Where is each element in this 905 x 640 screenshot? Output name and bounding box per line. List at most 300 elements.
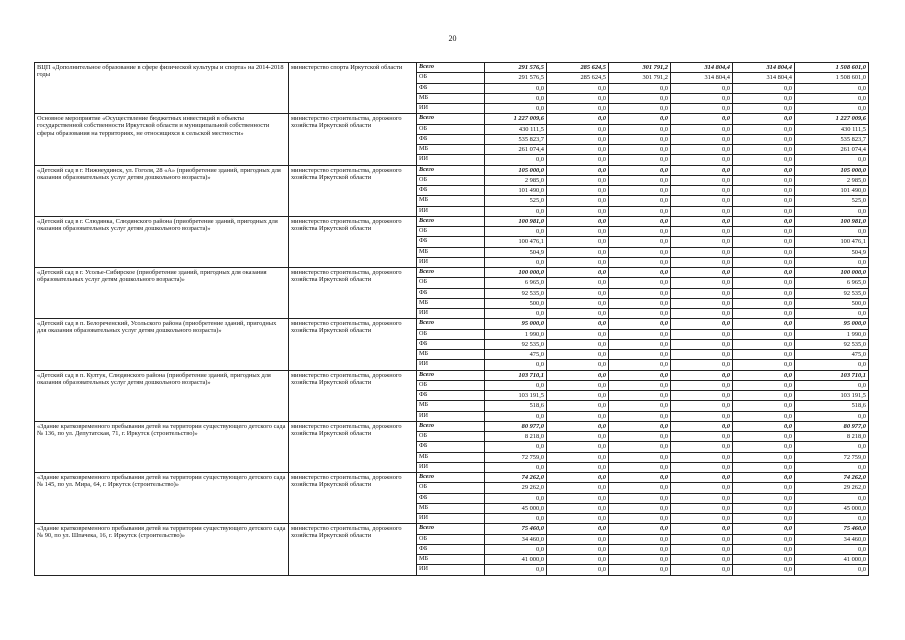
value-cell: 0,0 bbox=[671, 555, 733, 565]
value-cell: 0,0 bbox=[671, 391, 733, 401]
value-cell: 0,0 bbox=[671, 186, 733, 196]
total-cell: 475,0 bbox=[795, 350, 869, 360]
total-cell: 518,6 bbox=[795, 401, 869, 411]
responsible-org: министерство строительства, дорожного хозяйства Иркутской области bbox=[289, 268, 417, 319]
value-cell: 0,0 bbox=[671, 124, 733, 134]
total-cell: 535 823,7 bbox=[795, 134, 869, 144]
value-cell: 0,0 bbox=[733, 370, 795, 380]
funding-source: ФБ bbox=[417, 83, 485, 93]
value-cell: 475,0 bbox=[485, 350, 547, 360]
value-cell: 0,0 bbox=[733, 411, 795, 421]
value-cell: 0,0 bbox=[547, 237, 609, 247]
value-cell: 0,0 bbox=[671, 196, 733, 206]
total-cell: 0,0 bbox=[795, 227, 869, 237]
value-cell: 0,0 bbox=[671, 329, 733, 339]
total-cell: 1 227 009,6 bbox=[795, 114, 869, 124]
value-cell: 0,0 bbox=[733, 155, 795, 165]
value-cell: 0,0 bbox=[609, 544, 671, 554]
value-cell: 0,0 bbox=[671, 206, 733, 216]
funding-source: ФБ bbox=[417, 339, 485, 349]
value-cell: 0,0 bbox=[547, 339, 609, 349]
value-cell: 0,0 bbox=[733, 278, 795, 288]
value-cell: 80 977,0 bbox=[485, 421, 547, 431]
value-cell: 0,0 bbox=[671, 452, 733, 462]
total-cell: 0,0 bbox=[795, 83, 869, 93]
funding-source: Всего bbox=[417, 319, 485, 329]
value-cell: 0,0 bbox=[609, 175, 671, 185]
value-cell: 8 218,0 bbox=[485, 432, 547, 442]
value-cell: 0,0 bbox=[547, 298, 609, 308]
value-cell: 0,0 bbox=[609, 83, 671, 93]
value-cell: 0,0 bbox=[547, 134, 609, 144]
value-cell: 0,0 bbox=[485, 442, 547, 452]
funding-source: МБ bbox=[417, 196, 485, 206]
value-cell: 0,0 bbox=[671, 93, 733, 103]
value-cell: 6 965,0 bbox=[485, 278, 547, 288]
value-cell: 0,0 bbox=[733, 134, 795, 144]
value-cell: 0,0 bbox=[547, 473, 609, 483]
total-cell: 95 000,0 bbox=[795, 319, 869, 329]
value-cell: 0,0 bbox=[609, 114, 671, 124]
funding-source: ИИ bbox=[417, 360, 485, 370]
value-cell: 0,0 bbox=[547, 514, 609, 524]
value-cell: 0,0 bbox=[609, 104, 671, 114]
value-cell: 285 624,5 bbox=[547, 73, 609, 83]
measure-name: «Здание кратковременного пребывания детей на территории существующего детского сада № 145, по ул. Мира, 64, г. Иркутск (строительство)» bbox=[35, 473, 289, 524]
measure-name: «Здание кратковременного пребывания детей на территории существующего детского сада № 136, по ул. Депутатская, 71, г. Иркутск (строительство)» bbox=[35, 421, 289, 472]
value-cell: 0,0 bbox=[671, 145, 733, 155]
value-cell: 0,0 bbox=[609, 237, 671, 247]
value-cell: 0,0 bbox=[671, 442, 733, 452]
value-cell: 0,0 bbox=[733, 360, 795, 370]
value-cell: 72 759,0 bbox=[485, 452, 547, 462]
value-cell: 0,0 bbox=[671, 175, 733, 185]
total-cell: 261 074,4 bbox=[795, 145, 869, 155]
value-cell: 74 262,0 bbox=[485, 473, 547, 483]
value-cell: 0,0 bbox=[609, 309, 671, 319]
total-cell: 1 508 601,0 bbox=[795, 73, 869, 83]
total-cell: 103 710,1 bbox=[795, 370, 869, 380]
value-cell: 0,0 bbox=[609, 155, 671, 165]
value-cell: 314 804,4 bbox=[733, 63, 795, 73]
table-row bbox=[35, 421, 869, 431]
value-cell: 0,0 bbox=[547, 186, 609, 196]
total-cell: 100 981,0 bbox=[795, 216, 869, 226]
total-cell: 92 535,0 bbox=[795, 339, 869, 349]
funding-source: МБ bbox=[417, 401, 485, 411]
value-cell: 0,0 bbox=[733, 339, 795, 349]
responsible-org: министерство строительства, дорожного хозяйства Иркутской области bbox=[289, 524, 417, 575]
total-cell: 80 977,0 bbox=[795, 421, 869, 431]
value-cell: 0,0 bbox=[547, 350, 609, 360]
value-cell: 0,0 bbox=[609, 339, 671, 349]
value-cell: 0,0 bbox=[485, 462, 547, 472]
value-cell: 0,0 bbox=[733, 206, 795, 216]
value-cell: 0,0 bbox=[547, 544, 609, 554]
total-cell: 29 262,0 bbox=[795, 483, 869, 493]
value-cell: 1 990,0 bbox=[485, 329, 547, 339]
value-cell: 0,0 bbox=[547, 114, 609, 124]
value-cell: 0,0 bbox=[671, 114, 733, 124]
total-cell: 41 000,0 bbox=[795, 555, 869, 565]
value-cell: 100 981,0 bbox=[485, 216, 547, 226]
total-cell: 0,0 bbox=[795, 206, 869, 216]
value-cell: 0,0 bbox=[609, 227, 671, 237]
value-cell: 0,0 bbox=[671, 524, 733, 534]
value-cell: 0,0 bbox=[547, 227, 609, 237]
value-cell: 301 791,2 bbox=[609, 73, 671, 83]
total-cell: 0,0 bbox=[795, 544, 869, 554]
funding-source: ИИ bbox=[417, 155, 485, 165]
value-cell: 0,0 bbox=[609, 442, 671, 452]
total-cell: 0,0 bbox=[795, 360, 869, 370]
value-cell: 0,0 bbox=[609, 514, 671, 524]
total-cell: 2 985,0 bbox=[795, 175, 869, 185]
value-cell: 0,0 bbox=[733, 124, 795, 134]
funding-source: ОБ bbox=[417, 329, 485, 339]
funding-source: ФБ bbox=[417, 288, 485, 298]
value-cell: 0,0 bbox=[547, 483, 609, 493]
value-cell: 0,0 bbox=[609, 247, 671, 257]
funding-source: ОБ bbox=[417, 483, 485, 493]
measure-name: Основное мероприятие «Осуществление бюджетных инвестиций в объекты государственной собственности Иркутской области и муниципальной собственности сферы образования на территориях, не относящихся к сельской местности» bbox=[35, 114, 289, 165]
value-cell: 0,0 bbox=[609, 360, 671, 370]
value-cell: 0,0 bbox=[733, 442, 795, 452]
measure-name: «Детский сад в г. Усолье-Сибирское (приобретение зданий, пригодных для оказания образовательных услуг детям дошкольного возраста)» bbox=[35, 268, 289, 319]
value-cell: 0,0 bbox=[671, 237, 733, 247]
table-row bbox=[35, 473, 869, 483]
table-row bbox=[35, 370, 869, 380]
funding-source: ФБ bbox=[417, 493, 485, 503]
value-cell: 100 476,1 bbox=[485, 237, 547, 247]
value-cell: 0,0 bbox=[671, 432, 733, 442]
value-cell: 0,0 bbox=[485, 514, 547, 524]
value-cell: 0,0 bbox=[671, 309, 733, 319]
value-cell: 0,0 bbox=[547, 155, 609, 165]
value-cell: 0,0 bbox=[609, 462, 671, 472]
value-cell: 45 000,0 bbox=[485, 503, 547, 513]
value-cell: 0,0 bbox=[547, 93, 609, 103]
value-cell: 0,0 bbox=[609, 401, 671, 411]
measure-name: «Детский сад в п. Белореченский, Усольского района (приобретение зданий, пригодных для оказания образовательных услуг детям дошкольного возраста)» bbox=[35, 319, 289, 370]
table-row bbox=[35, 268, 869, 278]
value-cell: 0,0 bbox=[671, 268, 733, 278]
value-cell: 291 576,5 bbox=[485, 63, 547, 73]
value-cell: 0,0 bbox=[733, 216, 795, 226]
table-row bbox=[35, 114, 869, 124]
funding-source: Всего bbox=[417, 421, 485, 431]
value-cell: 0,0 bbox=[671, 339, 733, 349]
funding-source: ИИ bbox=[417, 462, 485, 472]
value-cell: 0,0 bbox=[671, 411, 733, 421]
value-cell: 0,0 bbox=[485, 544, 547, 554]
value-cell: 0,0 bbox=[547, 329, 609, 339]
value-cell: 0,0 bbox=[609, 493, 671, 503]
funding-source: Всего bbox=[417, 268, 485, 278]
total-cell: 1 508 601,0 bbox=[795, 63, 869, 73]
funding-source: ФБ bbox=[417, 237, 485, 247]
value-cell: 0,0 bbox=[733, 524, 795, 534]
total-cell: 0,0 bbox=[795, 565, 869, 575]
value-cell: 0,0 bbox=[609, 165, 671, 175]
value-cell: 0,0 bbox=[485, 565, 547, 575]
value-cell: 0,0 bbox=[485, 104, 547, 114]
value-cell: 0,0 bbox=[547, 257, 609, 267]
total-cell: 101 490,0 bbox=[795, 186, 869, 196]
measure-name: «Детский сад в г. Нижнеудинск, ул. Гоголя, 28 «А» (приобретение зданий, пригодных для оказания образовательных услуг детям дошкольного возраста)» bbox=[35, 165, 289, 216]
value-cell: 0,0 bbox=[547, 534, 609, 544]
responsible-org: министерство строительства, дорожного хозяйства Иркутской области bbox=[289, 216, 417, 267]
value-cell: 0,0 bbox=[671, 534, 733, 544]
total-cell: 45 000,0 bbox=[795, 503, 869, 513]
value-cell: 0,0 bbox=[671, 493, 733, 503]
value-cell: 0,0 bbox=[609, 124, 671, 134]
value-cell: 0,0 bbox=[547, 524, 609, 534]
value-cell: 0,0 bbox=[733, 452, 795, 462]
responsible-org: министерство строительства, дорожного хозяйства Иркутской области bbox=[289, 114, 417, 165]
value-cell: 0,0 bbox=[485, 380, 547, 390]
value-cell: 0,0 bbox=[671, 227, 733, 237]
value-cell: 0,0 bbox=[671, 514, 733, 524]
total-cell: 0,0 bbox=[795, 309, 869, 319]
funding-source: МБ bbox=[417, 555, 485, 565]
value-cell: 0,0 bbox=[609, 555, 671, 565]
funding-source: ИИ bbox=[417, 411, 485, 421]
value-cell: 0,0 bbox=[485, 83, 547, 93]
value-cell: 0,0 bbox=[547, 288, 609, 298]
funding-source: ОБ bbox=[417, 534, 485, 544]
value-cell: 0,0 bbox=[547, 421, 609, 431]
value-cell: 285 624,5 bbox=[547, 63, 609, 73]
value-cell: 0,0 bbox=[609, 483, 671, 493]
responsible-org: министерство строительства, дорожного хозяйства Иркутской области bbox=[289, 370, 417, 421]
total-cell: 0,0 bbox=[795, 514, 869, 524]
funding-source: ИИ bbox=[417, 565, 485, 575]
value-cell: 0,0 bbox=[547, 145, 609, 155]
value-cell: 34 460,0 bbox=[485, 534, 547, 544]
value-cell: 0,0 bbox=[609, 196, 671, 206]
value-cell: 105 000,0 bbox=[485, 165, 547, 175]
value-cell: 0,0 bbox=[733, 380, 795, 390]
table-row bbox=[35, 165, 869, 175]
funding-source: МБ bbox=[417, 298, 485, 308]
responsible-org: министерство спорта Иркутской области bbox=[289, 63, 417, 114]
table-row bbox=[35, 216, 869, 226]
value-cell: 0,0 bbox=[671, 319, 733, 329]
value-cell: 0,0 bbox=[609, 145, 671, 155]
value-cell: 0,0 bbox=[609, 452, 671, 462]
value-cell: 0,0 bbox=[547, 411, 609, 421]
value-cell: 0,0 bbox=[733, 227, 795, 237]
measure-name: «Детский сад в г. Слюдянка, Слюдянского района (приобретение зданий, пригодных для оказания образовательных услуг детям дошкольного возраста)» bbox=[35, 216, 289, 267]
value-cell: 29 262,0 bbox=[485, 483, 547, 493]
value-cell: 0,0 bbox=[547, 278, 609, 288]
funding-source: МБ bbox=[417, 145, 485, 155]
total-cell: 0,0 bbox=[795, 257, 869, 267]
value-cell: 291 576,5 bbox=[485, 73, 547, 83]
total-cell: 0,0 bbox=[795, 93, 869, 103]
value-cell: 103 191,5 bbox=[485, 391, 547, 401]
value-cell: 0,0 bbox=[485, 93, 547, 103]
value-cell: 0,0 bbox=[733, 196, 795, 206]
value-cell: 0,0 bbox=[733, 83, 795, 93]
value-cell: 101 490,0 bbox=[485, 186, 547, 196]
value-cell: 0,0 bbox=[671, 380, 733, 390]
funding-source: МБ bbox=[417, 503, 485, 513]
value-cell: 0,0 bbox=[733, 421, 795, 431]
measure-name: ВЦП «Дополнительное образование в сфере физической культуры и спорта» на 2014-2018 годы bbox=[35, 63, 289, 114]
value-cell: 504,9 bbox=[485, 247, 547, 257]
value-cell: 261 074,4 bbox=[485, 145, 547, 155]
total-cell: 0,0 bbox=[795, 493, 869, 503]
value-cell: 314 804,4 bbox=[733, 73, 795, 83]
total-cell: 75 460,0 bbox=[795, 524, 869, 534]
value-cell: 0,0 bbox=[547, 124, 609, 134]
total-cell: 105 000,0 bbox=[795, 165, 869, 175]
value-cell: 0,0 bbox=[609, 421, 671, 431]
value-cell: 0,0 bbox=[671, 544, 733, 554]
value-cell: 0,0 bbox=[547, 319, 609, 329]
value-cell: 500,0 bbox=[485, 298, 547, 308]
total-cell: 34 460,0 bbox=[795, 534, 869, 544]
value-cell: 0,0 bbox=[609, 473, 671, 483]
measure-name: «Здание кратковременного пребывания детей на территории существующего детского сада № 90, по ул. Шпачека, 16, г. Иркутск (строительство)» bbox=[35, 524, 289, 575]
funding-source: ОБ bbox=[417, 124, 485, 134]
total-cell: 8 218,0 bbox=[795, 432, 869, 442]
value-cell: 301 791,2 bbox=[609, 63, 671, 73]
responsible-org: министерство строительства, дорожного хозяйства Иркутской области bbox=[289, 319, 417, 370]
funding-source: Всего bbox=[417, 63, 485, 73]
value-cell: 0,0 bbox=[609, 391, 671, 401]
value-cell: 0,0 bbox=[733, 175, 795, 185]
value-cell: 0,0 bbox=[733, 401, 795, 411]
responsible-org: министерство строительства, дорожного хозяйства Иркутской области bbox=[289, 421, 417, 472]
value-cell: 0,0 bbox=[609, 329, 671, 339]
value-cell: 0,0 bbox=[733, 544, 795, 554]
funding-source: ИИ bbox=[417, 104, 485, 114]
value-cell: 100 000,0 bbox=[485, 268, 547, 278]
value-cell: 0,0 bbox=[609, 93, 671, 103]
value-cell: 518,6 bbox=[485, 401, 547, 411]
funding-source: ИИ bbox=[417, 309, 485, 319]
value-cell: 0,0 bbox=[733, 350, 795, 360]
value-cell: 0,0 bbox=[733, 93, 795, 103]
value-cell: 0,0 bbox=[485, 227, 547, 237]
funding-source: ФБ bbox=[417, 442, 485, 452]
value-cell: 0,0 bbox=[733, 503, 795, 513]
funding-source: ФБ bbox=[417, 134, 485, 144]
funding-source: МБ bbox=[417, 93, 485, 103]
funding-source: Всего bbox=[417, 524, 485, 534]
value-cell: 0,0 bbox=[609, 534, 671, 544]
value-cell: 0,0 bbox=[609, 565, 671, 575]
value-cell: 41 000,0 bbox=[485, 555, 547, 565]
value-cell: 0,0 bbox=[485, 206, 547, 216]
value-cell: 0,0 bbox=[547, 401, 609, 411]
value-cell: 0,0 bbox=[733, 391, 795, 401]
value-cell: 0,0 bbox=[671, 350, 733, 360]
funding-source: ОБ bbox=[417, 227, 485, 237]
total-cell: 0,0 bbox=[795, 462, 869, 472]
value-cell: 0,0 bbox=[671, 565, 733, 575]
funding-source: ОБ bbox=[417, 432, 485, 442]
total-cell: 74 262,0 bbox=[795, 473, 869, 483]
funding-source: Всего bbox=[417, 370, 485, 380]
value-cell: 0,0 bbox=[547, 391, 609, 401]
total-cell: 100 000,0 bbox=[795, 268, 869, 278]
value-cell: 0,0 bbox=[547, 565, 609, 575]
value-cell: 2 985,0 bbox=[485, 175, 547, 185]
value-cell: 0,0 bbox=[671, 421, 733, 431]
value-cell: 0,0 bbox=[671, 370, 733, 380]
value-cell: 0,0 bbox=[733, 565, 795, 575]
value-cell: 0,0 bbox=[609, 298, 671, 308]
total-cell: 0,0 bbox=[795, 155, 869, 165]
value-cell: 535 823,7 bbox=[485, 134, 547, 144]
total-cell: 0,0 bbox=[795, 104, 869, 114]
value-cell: 0,0 bbox=[671, 401, 733, 411]
funding-source: Всего bbox=[417, 216, 485, 226]
value-cell: 0,0 bbox=[671, 288, 733, 298]
value-cell: 0,0 bbox=[671, 503, 733, 513]
funding-source: ОБ bbox=[417, 380, 485, 390]
value-cell: 0,0 bbox=[547, 247, 609, 257]
value-cell: 0,0 bbox=[485, 155, 547, 165]
value-cell: 0,0 bbox=[671, 257, 733, 267]
value-cell: 0,0 bbox=[547, 196, 609, 206]
total-cell: 0,0 bbox=[795, 442, 869, 452]
value-cell: 0,0 bbox=[609, 370, 671, 380]
value-cell: 0,0 bbox=[733, 237, 795, 247]
value-cell: 0,0 bbox=[547, 206, 609, 216]
value-cell: 0,0 bbox=[609, 206, 671, 216]
value-cell: 0,0 bbox=[671, 216, 733, 226]
value-cell: 0,0 bbox=[609, 278, 671, 288]
value-cell: 0,0 bbox=[671, 298, 733, 308]
value-cell: 314 804,4 bbox=[671, 73, 733, 83]
funding-source: Всего bbox=[417, 165, 485, 175]
page-number: 20 bbox=[448, 34, 457, 43]
value-cell: 0,0 bbox=[485, 360, 547, 370]
table-row bbox=[35, 524, 869, 534]
value-cell: 0,0 bbox=[609, 524, 671, 534]
value-cell: 92 535,0 bbox=[485, 339, 547, 349]
value-cell: 0,0 bbox=[547, 165, 609, 175]
total-cell: 500,0 bbox=[795, 298, 869, 308]
total-cell: 100 476,1 bbox=[795, 237, 869, 247]
value-cell: 0,0 bbox=[485, 411, 547, 421]
value-cell: 0,0 bbox=[609, 432, 671, 442]
value-cell: 0,0 bbox=[485, 309, 547, 319]
total-cell: 103 191,5 bbox=[795, 391, 869, 401]
value-cell: 0,0 bbox=[547, 432, 609, 442]
budget-body bbox=[35, 63, 869, 576]
value-cell: 0,0 bbox=[733, 534, 795, 544]
value-cell: 0,0 bbox=[733, 257, 795, 267]
budget-table bbox=[34, 62, 869, 576]
value-cell: 0,0 bbox=[547, 555, 609, 565]
responsible-org: министерство строительства, дорожного хозяйства Иркутской области bbox=[289, 473, 417, 524]
value-cell: 0,0 bbox=[609, 380, 671, 390]
value-cell: 0,0 bbox=[547, 104, 609, 114]
table-row bbox=[35, 319, 869, 329]
funding-source: ОБ bbox=[417, 175, 485, 185]
value-cell: 0,0 bbox=[733, 186, 795, 196]
total-cell: 430 111,5 bbox=[795, 124, 869, 134]
value-cell: 1 227 009,6 bbox=[485, 114, 547, 124]
value-cell: 0,0 bbox=[671, 360, 733, 370]
value-cell: 0,0 bbox=[609, 288, 671, 298]
